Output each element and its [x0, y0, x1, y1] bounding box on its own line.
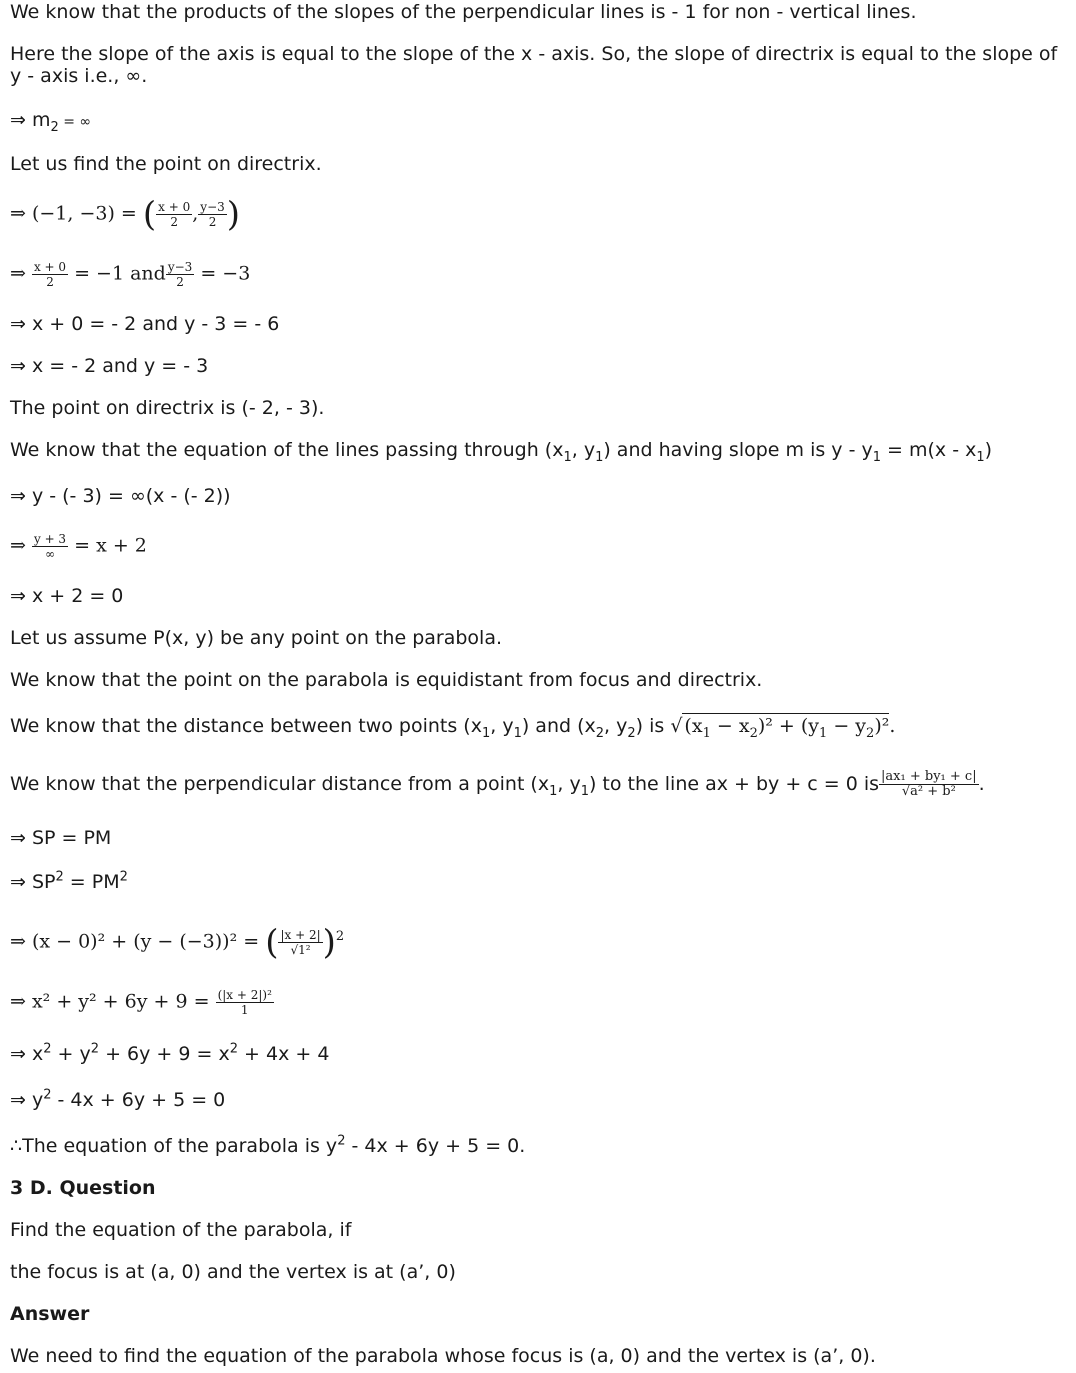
question-text: the focus is at (a, 0) and the vertex is at (a’, 0) [10, 1261, 456, 1283]
equation-simplified: ⇒ $x^2 + y^2 + 6y + 9 = x^2 + 4x + 4$ [10, 1041, 330, 1065]
equation-distance-squared: ⇒ (x − 0)² + (y − (−3))² = ( $\frac{|x + 2|}{\text{√1²}}$ )$^2$ [10, 922, 345, 963]
text-line: We know that the point on the parabola is equidistant from focus and directrix. [10, 669, 763, 691]
perpendicular-distance-formula: We know that the perpendicular distance from a point ($x_1$, $y_1$) to the line ax + by + c = 0 is $\frac{\text{|ax₁ + by₁ + c|}}{\text{√a² + b²}}$ . [10, 769, 985, 799]
equation-expanded: ⇒ x² + y² + 6y + 9 = $\frac{\text{(|x + 2|)²}}{1}$ [10, 988, 272, 1017]
text-line: ⇒ x = - 2 and y = - 3 [10, 355, 209, 377]
equation-split: ⇒ $\frac{x + 0}{2}$ = −1 and $\frac{y-3}{2}$ = −3 [10, 260, 251, 289]
conclusion: ∴The equation of the parabola is $y^2 - 4x + 6y + 5 = 0$. [10, 1133, 526, 1157]
question-text: Find the equation of the parabola, if [10, 1219, 352, 1241]
text-line: We know that the products of the slopes of the perpendicular lines is - 1 for non - vertical lines. [10, 1, 917, 23]
equation-sp2: ⇒ $SP^2 = PM^2$ [10, 869, 128, 893]
text-line: ⇒ x + 0 = - 2 and y - 3 = - 6 [10, 313, 280, 335]
text-line: Let us assume P(x, y) be any point on the parabola. [10, 627, 503, 649]
answer-text: We need to find the equation of the parabola whose focus is (a, 0) and the vertex is (a’, 0). [10, 1345, 876, 1367]
equation-line-formula: We know that the equation of the lines passing through ($x_1$, $y_1$) and having slope m is $y - y_1 = m(x - x_1)$ [10, 439, 993, 465]
text-line: ⇒ x + 2 = 0 [10, 585, 124, 607]
answer-heading: Answer [10, 1303, 90, 1325]
equation-midpoint: ⇒ (−1, −3) = ( $\frac{x + 0}{2}$ , $\frac{y-3}{2}$ ) [10, 194, 241, 235]
equation-m2: ⇒ $m_2$ = ∞ [10, 109, 92, 135]
text-line: ⇒ y - (- 3) = ∞(x - (- 2)) [10, 485, 231, 507]
text-line: ⇒ SP = PM [10, 827, 112, 849]
equation-final: ⇒ $y^2 - 4x + 6y + 5 = 0$ [10, 1087, 226, 1111]
distance-formula: We know that the distance between two points ($x_1$, $y_1$) and ($x_2$, $y_2$) is √ $(x_1 - x_2)^2 + (y_1 - y_2)^2$. [10, 715, 896, 741]
equation-inf: ⇒ $\frac{y + 3}{\infty}$ = x + 2 [10, 532, 147, 561]
question-heading: 3 D. Question [10, 1177, 156, 1199]
text-line: Let us find the point on directrix. [10, 153, 322, 175]
text-line: The point on directrix is (- 2, - 3). [10, 397, 325, 419]
text-line: Here the slope of the axis is equal to the slope of the x - axis. So, the slope of directrix is equal to the slope of [10, 43, 1058, 65]
text-line: y - axis i.e., ∞. [10, 65, 148, 87]
